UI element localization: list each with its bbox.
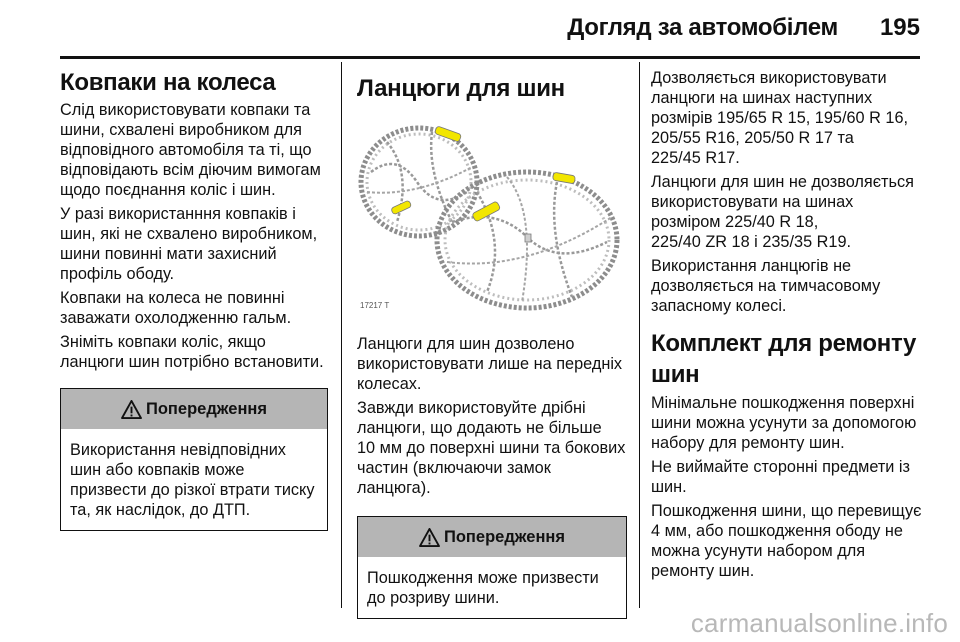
- repair-kit-heading: Комплект для ремонту шин: [651, 330, 917, 388]
- tire-chains-heading: Ланцюги для шин: [357, 75, 565, 102]
- warning-text: Пошкодження може призвести до розриву шини.: [367, 569, 599, 607]
- paragraph: Не виймайте сторонні предмети із шин.: [651, 458, 911, 496]
- warning-text: Використання невідповідних шин або ковпаків може призвести до різкої втрати тиску та, як наслідок, до ДТП.: [70, 441, 315, 519]
- paragraph: Дозволяється використовувати ланцюги на шинах наступних розмірів 195/65 R 15, 195/60 R 16, 205/55 R16, 205/50 R 17 та 225/45 R17.: [651, 69, 909, 167]
- warning-box: [60, 388, 328, 531]
- paragraph: Мінімальне пошкодження поверхні шини можна усунути за допомогою набору для ремонту шин.: [651, 394, 917, 452]
- column-repair-kit: [651, 68, 947, 585]
- warning-triangle-icon: [121, 400, 142, 419]
- section-title: Догляд за автомобілем: [567, 14, 838, 41]
- column-divider: [341, 62, 342, 608]
- paragraph: Використання ланцюгів не дозволяється на тимчасовому запасному колесі.: [651, 257, 881, 315]
- figure-code: 17217 T: [360, 301, 390, 310]
- watermark: carmanualsonline.info: [690, 608, 948, 638]
- warning-title: Попередження: [443, 528, 566, 546]
- paragraph: Пошкодження шини, що перевищує 4 мм, або пошкодження ободу не можна усунути набором для ремонту шин.: [651, 502, 922, 580]
- column-divider: [639, 62, 640, 608]
- warning-box: [357, 516, 627, 619]
- paragraph: Ковпаки на колеса не повинні заважати охолодженню гальм.: [60, 289, 292, 327]
- warning-title: Попередження: [145, 400, 268, 418]
- paragraph: Ланцюги для шин не дозволяється використовувати на шинах розміром 225/40 R 18, 225/40 ZR 18 і 235/35 R19.: [651, 173, 914, 251]
- page-number: 195: [879, 14, 920, 41]
- chain-right-icon: [437, 172, 617, 308]
- header-divider: [60, 56, 920, 59]
- paragraph: Ланцюги для шин дозволено використовувати лише на передніх колесах.: [357, 335, 623, 393]
- warning-triangle-icon: [419, 528, 440, 547]
- hubcaps-heading: Ковпаки на колеса: [60, 69, 276, 96]
- warning-header: [61, 389, 327, 429]
- column-tire-chains: [357, 68, 627, 627]
- paragraph: У разі використанння ковпаків і шин, які не схвалено виробником, шини повинні мати захисний профіль ободу.: [60, 205, 318, 283]
- warning-header: [358, 517, 626, 557]
- paragraph: Завжди використовуйте дрібні ланцюги, що додають не більше 10 мм до поверхні шини та бокових частин (включаючи замок ланцюга).: [357, 399, 626, 497]
- tire-chains-drawing: [357, 112, 627, 320]
- paragraph: Слід використовувати ковпаки та шини, схвалені виробником для відповідного автомобіля та ті, що відповідають всім діючим вимогам щодо поєднання коліс і шин.: [60, 101, 321, 199]
- tire-chains-illustration: [357, 112, 627, 320]
- paragraph: Зніміть ковпаки коліс, якщо ланцюги шин потрібно встановити.: [60, 333, 324, 371]
- column-hubcaps: [60, 68, 328, 539]
- page-header: [0, 0, 960, 62]
